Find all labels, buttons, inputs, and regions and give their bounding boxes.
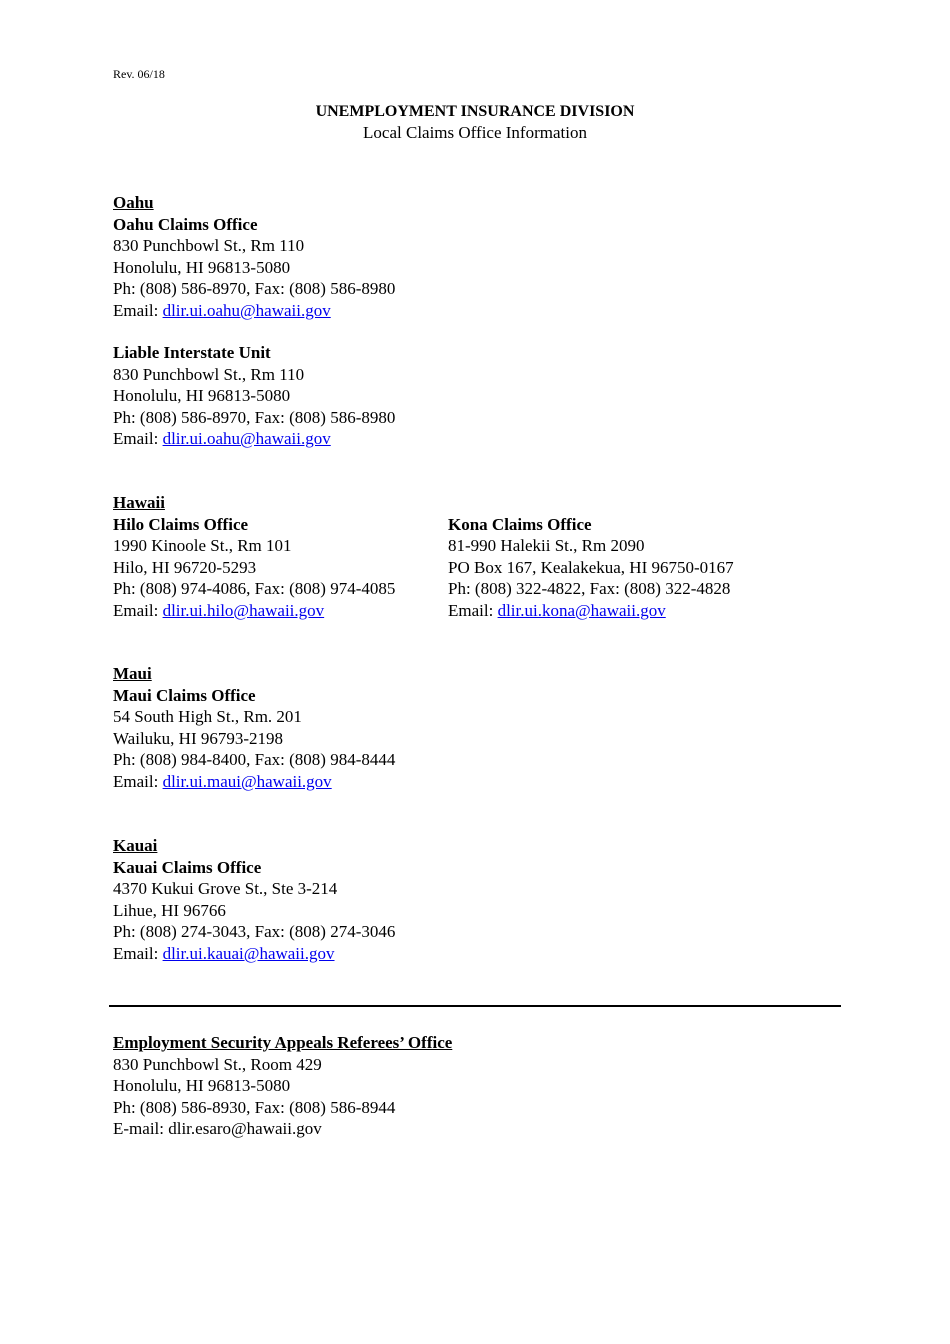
office-address-line1: 54 South High St., Rm. 201 — [113, 707, 302, 726]
office-phone-fax: Ph: (808) 586-8930, Fax: (808) 586-8944 — [113, 1097, 396, 1117]
email-link-hilo[interactable]: dlir.ui.hilo@hawaii.gov — [162, 600, 325, 620]
email-link-interstate[interactable]: dlir.ui.oahu@hawaii.gov — [162, 429, 331, 448]
office-address-line2: Honolulu, HI 96813-5080 — [113, 386, 291, 405]
region-heading-kauai: Kauai — [113, 836, 158, 855]
office-phone-fax: Ph: (808) 322-4822, Fax: (808) 322-4828 — [448, 579, 731, 598]
office-address-line2: Lihue, HI 96766 — [113, 900, 226, 920]
office-name: Hilo Claims Office — [113, 514, 249, 534]
office-email-line — [113, 943, 395, 965]
office-address-line2: Honolulu, HI 96813-5080 — [113, 257, 291, 277]
email-label: Email: — [113, 771, 163, 791]
email-label: Email: — [113, 300, 163, 320]
region-heading-hawaii: Hawaii — [113, 493, 165, 512]
email-link-kauai[interactable]: dlir.ui.kauai@hawaii.gov — [162, 943, 335, 963]
revision-note: Rev. 06/18 — [113, 67, 165, 81]
kona-section — [448, 514, 734, 622]
oahu-section — [113, 192, 395, 321]
email-label: Email: — [113, 429, 163, 448]
email-label: Email: — [113, 943, 163, 963]
region-heading-oahu: Oahu — [113, 193, 154, 212]
appeals-office-heading: Employment Security Appeals Referees’ Office — [113, 1033, 453, 1052]
appeals-section — [113, 1032, 452, 1140]
office-address-line1: 830 Punchbowl St., Room 429 — [113, 1054, 322, 1074]
section-divider — [109, 1005, 841, 1007]
office-phone-fax: Ph: (808) 984-8400, Fax: (808) 984-8444 — [113, 750, 396, 769]
office-address-line1: 1990 Kinoole St., Rm 101 — [113, 536, 292, 555]
office-address-line1: 4370 Kukui Grove St., Ste 3-214 — [113, 879, 338, 898]
office-phone-fax: Ph: (808) 274-3043, Fax: (808) 274-3046 — [113, 922, 396, 941]
office-address-line2: PO Box 167, Kealakekua, HI 96750-0167 — [448, 557, 734, 577]
office-address-line2: Wailuku, HI 96793-2198 — [113, 728, 284, 748]
office-address-line2: Hilo, HI 96720-5293 — [113, 557, 257, 577]
office-address-line1: 830 Punchbowl St., Rm 110 — [113, 364, 305, 384]
office-name: Oahu Claims Office — [113, 214, 258, 234]
office-name: Maui Claims Office — [113, 685, 256, 705]
office-address-line1: 830 Punchbowl St., Rm 110 — [113, 236, 305, 255]
office-email-line — [113, 428, 395, 450]
office-address-line1: 81-990 Halekii St., Rm 2090 — [448, 536, 645, 555]
office-email-line — [113, 771, 395, 793]
office-email-plain: E-mail: dlir.esaro@hawaii.gov — [113, 1119, 322, 1138]
office-phone-fax: Ph: (808) 586-8970, Fax: (808) 586-8980 — [113, 279, 396, 298]
office-name: Kauai Claims Office — [113, 857, 262, 877]
email-label: Email: — [448, 600, 498, 620]
kauai-section — [113, 835, 395, 964]
hilo-section — [113, 492, 395, 621]
office-address-line2: Honolulu, HI 96813-5080 — [113, 1076, 291, 1095]
office-phone-fax: Ph: (808) 586-8970, Fax: (808) 586-8980 — [113, 407, 396, 427]
office-email-line — [113, 600, 395, 622]
email-link-kona[interactable]: dlir.ui.kona@hawaii.gov — [497, 600, 666, 620]
email-link-oahu[interactable]: dlir.ui.oahu@hawaii.gov — [162, 300, 331, 320]
office-name: Liable Interstate Unit — [113, 343, 271, 362]
email-link-maui[interactable]: dlir.ui.maui@hawaii.gov — [162, 771, 332, 791]
page-subtitle: Local Claims Office Information — [363, 123, 587, 142]
maui-section — [113, 663, 395, 792]
email-label: Email: — [113, 600, 163, 620]
region-heading-maui: Maui — [113, 664, 152, 683]
office-name: Kona Claims Office — [448, 514, 592, 534]
office-email-line — [448, 600, 734, 622]
office-phone-fax: Ph: (808) 974-4086, Fax: (808) 974-4085 — [113, 579, 396, 598]
office-email-line — [113, 300, 395, 322]
page-title: UNEMPLOYMENT INSURANCE DIVISION — [315, 103, 635, 120]
interstate-section — [113, 342, 395, 450]
